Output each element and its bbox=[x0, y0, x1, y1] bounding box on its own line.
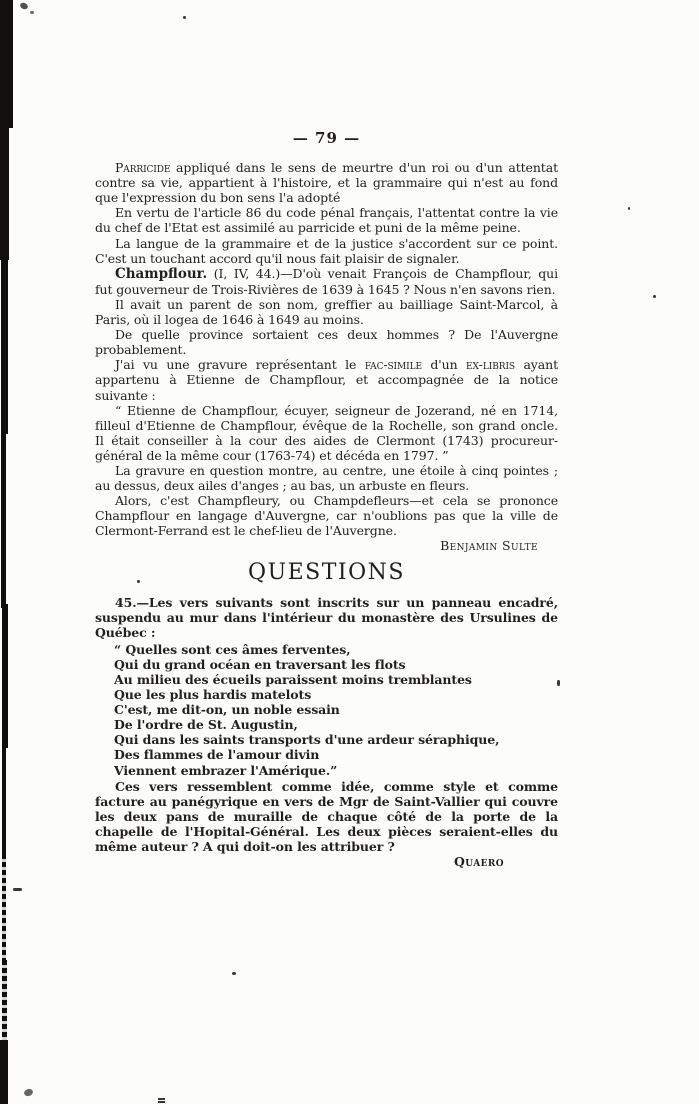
question-45 bbox=[95, 595, 558, 870]
answer-alors: Alors, c'est Champfleury, ou Champdefleurs—et cela se prononce Champflour en langage d'Auvergne, car n'oublions pas que la ville de Clermont-Ferrand est le chef-lieu de l'Auvergne. bbox=[95, 493, 558, 539]
poem-line: Que les plus hardis matelots bbox=[114, 687, 312, 703]
answer-de-quelle: De quelle province sortaient ces deux hommes ? De l'Auvergne probablement. bbox=[95, 327, 558, 358]
poem-line: De l'ordre de St. Augustin, bbox=[114, 717, 298, 733]
champflour-entry-heading: Champflour. bbox=[115, 265, 208, 282]
scan-artifact-bar-segment bbox=[2, 960, 7, 1044]
notice-quote: “ Etienne de Champflour, écuyer, seigneur de Jozerand, né en 1714, filleul d'Etienne de Champflour, évêque de la Rochelle, son grand oncle. Il était conseiller à la cour des aides de Clermont (1743) procureur-général de la même cour (1763-74) et décéda en 1797. ” bbox=[95, 402, 558, 463]
page-number: — 79 — bbox=[292, 129, 361, 147]
scan-speck bbox=[30, 11, 34, 14]
scan-artifact-bar-segment bbox=[2, 744, 6, 858]
question-45-outro: Ces vers ressemblent comme idée, comme style et comme facture au panégyrique en vers de Mgr de Saint-Vallier qui couvre les deux pans de muraille de chaque côté de la porte de la chapelle de l'Hopital-Général. Les deux pièces seraient-elles du même auteur ? A qui doit-on les attribuer ? bbox=[95, 778, 558, 855]
scan-artifact-bar-segment bbox=[1, 430, 6, 608]
answer-parricide bbox=[95, 160, 558, 205]
poem-line: C'est, me dit-on, un noble essain bbox=[114, 702, 340, 718]
signature-benjamin-sulte: Benjamin Sulte bbox=[440, 538, 538, 554]
question-45-number: 45.— bbox=[115, 594, 149, 610]
scan-artifact-bar-segment bbox=[1, 256, 8, 434]
champflour-reference: (I, IV, 44.)— bbox=[207, 265, 293, 281]
poem-line: “ Quelles sont ces âmes ferventes, bbox=[114, 641, 351, 657]
answer-parricide-lead: Parricide bbox=[115, 160, 171, 176]
poem-line: Qui dans les saints transports d'une ardeur séraphique, bbox=[114, 732, 500, 748]
poem-line: Des flammes de l'amour divin bbox=[114, 747, 320, 763]
signature-quaero: Quaero bbox=[453, 854, 504, 870]
answer-champflour bbox=[95, 266, 558, 297]
answer-parricide-text: appliqué dans le sens de meurtre d'un roi ou d'un attentat contre sa vie, appartient à l'histoire, et la grammaire qui n'est au fond que l'expression du bon sens l'a adopté bbox=[95, 160, 558, 206]
question-45-poem bbox=[114, 642, 558, 778]
answer-en-vertu: En vertu de l'article 86 du code pénal français, l'attentat contre la vie du chef de l'Etat est assimilé au parricide et puni de la même peine. bbox=[95, 205, 558, 236]
scan-speck bbox=[183, 16, 186, 19]
scan-artifact-bar-segment bbox=[0, 0, 13, 128]
answer-jai-vu-text: d'un bbox=[421, 357, 467, 373]
answer-jai-vu-text: ayant appartenu à Etienne de Champflour, et accompagnée de la notice suivante : bbox=[95, 357, 558, 403]
answer-jai-vu bbox=[95, 357, 558, 402]
question-45-intro bbox=[95, 595, 558, 640]
fac-simile-smallcaps: fac-simile bbox=[364, 357, 422, 373]
answer-la-langue: La langue de la grammaire et de la justice s'accordent sur ce point. C'est un touchant accord qu'il nous fait plaisir de signaler. bbox=[95, 235, 558, 266]
champflour-text: D'où venait François de Champflour, qui fut gouverneur de Trois-Rivières de 1639 à 1645 ? Nous n'en savons rien. bbox=[95, 265, 558, 297]
scan-artifact-bar-segment bbox=[2, 854, 6, 964]
scan-speck bbox=[628, 207, 630, 210]
answer-jai-vu-text: J'ai vu une gravure représentant le bbox=[115, 357, 365, 373]
scan-speck bbox=[653, 295, 656, 298]
scan-artifact-bar-segment bbox=[2, 604, 8, 748]
question-45-intro-text: Les vers suivants sont inscrits sur un panneau encadré, suspendu au mur dans l'intérieur du monastère des Ursulines de Québec : bbox=[95, 594, 558, 640]
poem-line: Au milieu des écueils paraissent moins tremblantes bbox=[114, 672, 472, 687]
scan-artifact-bar-segment bbox=[0, 1040, 8, 1104]
poem-line: Qui du grand océan en traversant les flots bbox=[114, 656, 406, 672]
scan-speck bbox=[13, 888, 22, 891]
answer-il-avait: Il avait un parent de son nom, greffier au bailliage Saint-Marcol, à Paris, où il logea de 1646 à 1649 au moins. bbox=[95, 296, 558, 328]
scan-artifact-bar-segment bbox=[0, 124, 9, 260]
questions-section-heading: QUESTIONS bbox=[248, 559, 405, 585]
text-column bbox=[95, 131, 558, 869]
ex-libris-smallcaps: ex-libris bbox=[466, 357, 515, 373]
answer-la-gravure: La gravure en question montre, au centre, une étoile à cinq pointes ; au dessus, deux ailes d'anges ; au bas, un arbuste en fleurs. bbox=[95, 462, 558, 494]
scan-speck bbox=[158, 1098, 165, 1103]
scan-speck bbox=[23, 1088, 34, 1098]
scan-speck bbox=[232, 972, 236, 975]
poem-line: Viennent embrazer l'Amérique.” bbox=[114, 762, 338, 778]
scan-speck bbox=[19, 2, 29, 11]
